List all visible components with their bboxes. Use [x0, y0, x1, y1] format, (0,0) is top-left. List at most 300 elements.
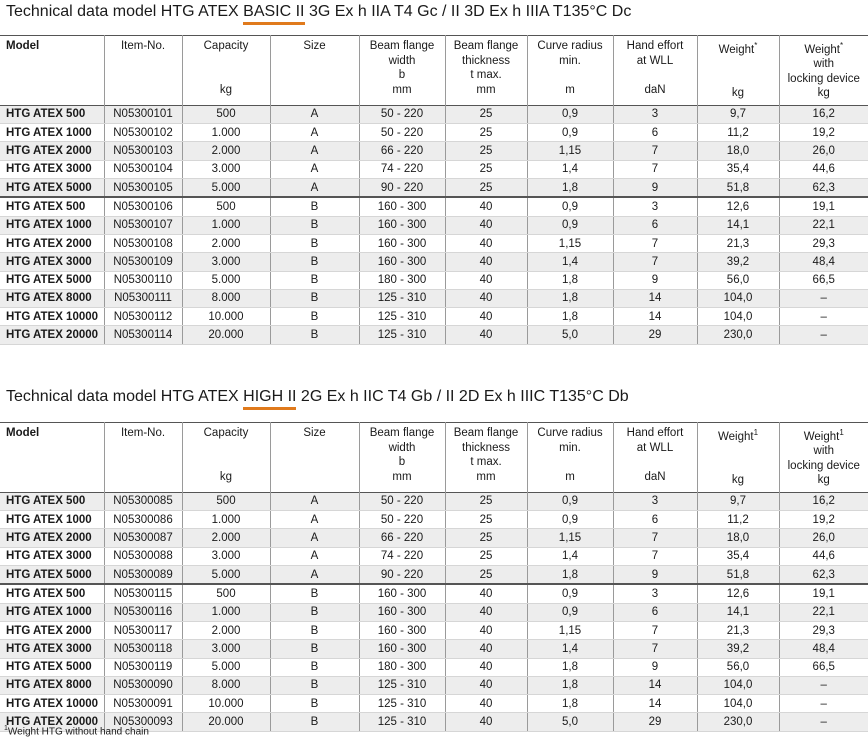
table-row [0, 584, 868, 603]
section2-header-row [0, 423, 868, 493]
cell-beam-thickness: 40 [445, 326, 527, 344]
cell-weight: 104,0 [697, 308, 779, 326]
cell-weight-locking: 62,3 [779, 566, 868, 585]
table-row [0, 289, 868, 307]
cell-item-no: N05300104 [104, 160, 182, 178]
cell-size: A [270, 105, 359, 123]
cell-curve-radius: 0,9 [527, 492, 613, 510]
cell-weight: 56,0 [697, 271, 779, 289]
cell-weight: 21,3 [697, 234, 779, 252]
cell-hand-effort: 6 [613, 603, 697, 621]
cell-curve-radius: 1,15 [527, 234, 613, 252]
cell-size: A [270, 124, 359, 142]
cell-size: A [270, 142, 359, 160]
cell-beam-thickness: 40 [445, 253, 527, 271]
cell-item-no: N05300108 [104, 234, 182, 252]
section1-table [0, 35, 868, 345]
cell-capacity: 500 [182, 584, 270, 603]
cell-weight: 18,0 [697, 142, 779, 160]
cell-model: HTG ATEX 2000 [0, 529, 104, 547]
cell-capacity: 3.000 [182, 253, 270, 271]
col-size-header: Size [270, 423, 359, 493]
cell-weight: 18,0 [697, 529, 779, 547]
table-row [0, 142, 868, 160]
col-beam-thickness-header: Beam flange thickness t max. mm [445, 423, 527, 493]
cell-curve-radius: 1,15 [527, 621, 613, 639]
cell-size: B [270, 271, 359, 289]
cell-size: B [270, 640, 359, 658]
table-row [0, 547, 868, 565]
cell-beam-thickness: 25 [445, 142, 527, 160]
cell-item-no: N05300088 [104, 547, 182, 565]
cell-model: HTG ATEX 1000 [0, 603, 104, 621]
table-row [0, 179, 868, 198]
cell-hand-effort: 29 [613, 326, 697, 344]
cell-weight: 230,0 [697, 326, 779, 344]
col-item-no-header: Item-No. [104, 36, 182, 106]
cell-weight-locking: 19,2 [779, 124, 868, 142]
cell-weight-locking: 19,2 [779, 511, 868, 529]
cell-model: HTG ATEX 3000 [0, 160, 104, 178]
cell-weight-locking: 62,3 [779, 179, 868, 198]
col-model-header: Model [0, 36, 104, 106]
cell-capacity: 500 [182, 197, 270, 216]
cell-model: HTG ATEX 8000 [0, 676, 104, 694]
cell-beam-width: 50 - 220 [359, 492, 445, 510]
cell-beam-width: 50 - 220 [359, 105, 445, 123]
table-row [0, 197, 868, 216]
cell-beam-width: 160 - 300 [359, 216, 445, 234]
cell-beam-thickness: 25 [445, 547, 527, 565]
cell-weight-locking: – [779, 326, 868, 344]
cell-weight-locking: 66,5 [779, 271, 868, 289]
col-hand-effort-header: Hand effort at WLL daN [613, 423, 697, 493]
cell-weight-locking: 29,3 [779, 234, 868, 252]
cell-curve-radius: 1,15 [527, 529, 613, 547]
table-row [0, 308, 868, 326]
cell-weight: 9,7 [697, 105, 779, 123]
table-row [0, 511, 868, 529]
cell-model: HTG ATEX 5000 [0, 658, 104, 676]
table-row [0, 695, 868, 713]
cell-weight: 12,6 [697, 197, 779, 216]
section2-table [0, 422, 868, 732]
col-beam-width-header: Beam flange width b mm [359, 423, 445, 493]
col-item-no-header: Item-No. [104, 423, 182, 493]
cell-size: B [270, 253, 359, 271]
cell-capacity: 500 [182, 105, 270, 123]
cell-beam-thickness: 25 [445, 105, 527, 123]
cell-curve-radius: 0,9 [527, 603, 613, 621]
cell-weight: 104,0 [697, 676, 779, 694]
table-row [0, 676, 868, 694]
cell-model: HTG ATEX 2000 [0, 142, 104, 160]
cell-item-no: N05300089 [104, 566, 182, 585]
cell-weight-locking: – [779, 308, 868, 326]
cell-capacity: 10.000 [182, 695, 270, 713]
cell-item-no: N05300112 [104, 308, 182, 326]
cell-model: HTG ATEX 1000 [0, 124, 104, 142]
cell-beam-thickness: 25 [445, 179, 527, 198]
cell-beam-thickness: 40 [445, 216, 527, 234]
cell-capacity: 1.000 [182, 216, 270, 234]
cell-curve-radius: 1,8 [527, 676, 613, 694]
cell-capacity: 3.000 [182, 160, 270, 178]
cell-size: B [270, 658, 359, 676]
cell-weight: 39,2 [697, 640, 779, 658]
cell-capacity: 2.000 [182, 621, 270, 639]
cell-beam-width: 74 - 220 [359, 160, 445, 178]
cell-size: B [270, 713, 359, 731]
cell-curve-radius: 1,8 [527, 289, 613, 307]
cell-curve-radius: 1,4 [527, 640, 613, 658]
cell-beam-width: 160 - 300 [359, 234, 445, 252]
cell-capacity: 5.000 [182, 658, 270, 676]
cell-beam-thickness: 25 [445, 492, 527, 510]
section1-title-highlight: BASIC II [243, 3, 305, 20]
cell-item-no: N05300086 [104, 511, 182, 529]
table-row [0, 124, 868, 142]
cell-hand-effort: 9 [613, 271, 697, 289]
cell-hand-effort: 7 [613, 142, 697, 160]
cell-size: B [270, 216, 359, 234]
cell-weight-locking: 26,0 [779, 529, 868, 547]
cell-hand-effort: 14 [613, 676, 697, 694]
cell-model: HTG ATEX 10000 [0, 308, 104, 326]
cell-capacity: 5.000 [182, 179, 270, 198]
cell-capacity: 8.000 [182, 676, 270, 694]
cell-curve-radius: 0,9 [527, 511, 613, 529]
cell-weight: 104,0 [697, 695, 779, 713]
cell-weight-locking: – [779, 695, 868, 713]
cell-beam-width: 66 - 220 [359, 142, 445, 160]
cell-size: B [270, 584, 359, 603]
cell-beam-thickness: 40 [445, 658, 527, 676]
col-hand-effort-header: Hand effort at WLL daN [613, 36, 697, 106]
cell-beam-thickness: 40 [445, 584, 527, 603]
col-weight-header: Weight$^1$ kg [697, 423, 779, 493]
cell-capacity: 1.000 [182, 124, 270, 142]
cell-capacity: 500 [182, 492, 270, 510]
cell-weight: 21,3 [697, 621, 779, 639]
cell-curve-radius: 0,9 [527, 584, 613, 603]
cell-beam-thickness: 40 [445, 603, 527, 621]
cell-item-no: N05300109 [104, 253, 182, 271]
cell-curve-radius: 1,4 [527, 253, 613, 271]
cell-model: HTG ATEX 20000 [0, 713, 104, 731]
cell-model: HTG ATEX 3000 [0, 253, 104, 271]
cell-model: HTG ATEX 3000 [0, 640, 104, 658]
cell-hand-effort: 3 [613, 492, 697, 510]
cell-hand-effort: 14 [613, 695, 697, 713]
cell-beam-width: 160 - 300 [359, 584, 445, 603]
cell-beam-thickness: 40 [445, 197, 527, 216]
cell-hand-effort: 7 [613, 529, 697, 547]
cell-hand-effort: 6 [613, 124, 697, 142]
cell-beam-width: 66 - 220 [359, 529, 445, 547]
col-beam-thickness-header: Beam flange thickness t max. mm [445, 36, 527, 106]
section2-title-highlight: HIGH II [243, 388, 297, 405]
cell-item-no: N05300110 [104, 271, 182, 289]
col-size-header: Size [270, 36, 359, 106]
cell-curve-radius: 1,15 [527, 142, 613, 160]
cell-size: A [270, 179, 359, 198]
cell-weight: 104,0 [697, 289, 779, 307]
cell-size: B [270, 621, 359, 639]
cell-model: HTG ATEX 500 [0, 105, 104, 123]
cell-curve-radius: 1,8 [527, 658, 613, 676]
cell-size: B [270, 308, 359, 326]
table-row [0, 160, 868, 178]
table-row [0, 105, 868, 123]
cell-curve-radius: 0,9 [527, 216, 613, 234]
cell-beam-thickness: 40 [445, 695, 527, 713]
cell-model: HTG ATEX 5000 [0, 566, 104, 585]
cell-size: B [270, 289, 359, 307]
footnote: $^1$Weight HTG without hand chain [4, 725, 149, 738]
cell-item-no: N05300111 [104, 289, 182, 307]
cell-item-no: N05300090 [104, 676, 182, 694]
cell-beam-thickness: 40 [445, 621, 527, 639]
cell-beam-width: 125 - 310 [359, 713, 445, 731]
cell-weight: 39,2 [697, 253, 779, 271]
cell-beam-width: 180 - 300 [359, 658, 445, 676]
cell-beam-width: 160 - 300 [359, 197, 445, 216]
section2-title: Technical data model HTG ATEX HIGH II 2G Ex h IIC T4 Gb / II 2D Ex h IIIC T135°C Db [6, 388, 629, 405]
cell-weight-locking: 26,0 [779, 142, 868, 160]
table-row [0, 492, 868, 510]
cell-hand-effort: 3 [613, 197, 697, 216]
table-row [0, 216, 868, 234]
cell-beam-width: 50 - 220 [359, 511, 445, 529]
cell-beam-width: 90 - 220 [359, 179, 445, 198]
cell-hand-effort: 3 [613, 584, 697, 603]
cell-beam-width: 90 - 220 [359, 566, 445, 585]
cell-beam-thickness: 25 [445, 124, 527, 142]
cell-model: HTG ATEX 2000 [0, 234, 104, 252]
cell-model: HTG ATEX 20000 [0, 326, 104, 344]
cell-beam-width: 125 - 310 [359, 289, 445, 307]
col-curve-radius-header: Curve radius min. m [527, 423, 613, 493]
section1-header-row [0, 36, 868, 106]
table-row [0, 658, 868, 676]
cell-weight: 35,4 [697, 547, 779, 565]
cell-hand-effort: 7 [613, 253, 697, 271]
cell-beam-width: 125 - 310 [359, 695, 445, 713]
cell-capacity: 2.000 [182, 234, 270, 252]
cell-hand-effort: 6 [613, 216, 697, 234]
cell-curve-radius: 1,8 [527, 308, 613, 326]
table-row [0, 621, 868, 639]
cell-curve-radius: 0,9 [527, 124, 613, 142]
cell-weight: 9,7 [697, 492, 779, 510]
cell-hand-effort: 29 [613, 713, 697, 731]
cell-model: HTG ATEX 10000 [0, 695, 104, 713]
cell-capacity: 8.000 [182, 289, 270, 307]
cell-hand-effort: 14 [613, 308, 697, 326]
col-capacity-header: Capacity kg [182, 36, 270, 106]
cell-weight: 51,8 [697, 179, 779, 198]
table-row [0, 603, 868, 621]
cell-beam-thickness: 40 [445, 640, 527, 658]
cell-curve-radius: 5,0 [527, 713, 613, 731]
cell-weight-locking: 16,2 [779, 105, 868, 123]
cell-curve-radius: 1,8 [527, 566, 613, 585]
col-weight-header: Weight* kg [697, 36, 779, 106]
cell-weight: 14,1 [697, 603, 779, 621]
cell-model: HTG ATEX 1000 [0, 216, 104, 234]
cell-model: HTG ATEX 1000 [0, 511, 104, 529]
cell-beam-thickness: 40 [445, 271, 527, 289]
cell-item-no: N05300105 [104, 179, 182, 198]
cell-curve-radius: 1,4 [527, 547, 613, 565]
cell-weight-locking: 16,2 [779, 492, 868, 510]
cell-capacity: 1.000 [182, 511, 270, 529]
cell-weight: 51,8 [697, 566, 779, 585]
cell-item-no: N05300107 [104, 216, 182, 234]
cell-capacity: 2.000 [182, 142, 270, 160]
table-row [0, 234, 868, 252]
cell-hand-effort: 9 [613, 658, 697, 676]
cell-size: B [270, 695, 359, 713]
cell-item-no: N05300103 [104, 142, 182, 160]
cell-beam-thickness: 40 [445, 308, 527, 326]
cell-weight-locking: – [779, 676, 868, 694]
cell-beam-thickness: 40 [445, 713, 527, 731]
table-row [0, 566, 868, 585]
cell-model: HTG ATEX 500 [0, 492, 104, 510]
col-weight-lock-header: Weight$^1$ with locking device kg [779, 423, 868, 493]
cell-beam-thickness: 40 [445, 289, 527, 307]
cell-beam-width: 160 - 300 [359, 253, 445, 271]
cell-beam-width: 160 - 300 [359, 621, 445, 639]
cell-curve-radius: 0,9 [527, 197, 613, 216]
cell-curve-radius: 0,9 [527, 105, 613, 123]
cell-model: HTG ATEX 3000 [0, 547, 104, 565]
cell-model: HTG ATEX 5000 [0, 271, 104, 289]
cell-model: HTG ATEX 500 [0, 197, 104, 216]
cell-weight-locking: 19,1 [779, 584, 868, 603]
cell-capacity: 5.000 [182, 271, 270, 289]
cell-beam-width: 50 - 220 [359, 124, 445, 142]
col-beam-width-header: Beam flange width b mm [359, 36, 445, 106]
cell-curve-radius: 1,8 [527, 271, 613, 289]
table-row [0, 253, 868, 271]
cell-beam-width: 180 - 300 [359, 271, 445, 289]
cell-beam-thickness: 40 [445, 234, 527, 252]
cell-size: A [270, 511, 359, 529]
cell-weight-locking: – [779, 713, 868, 731]
cell-item-no: N05300085 [104, 492, 182, 510]
table-row [0, 529, 868, 547]
cell-hand-effort: 7 [613, 547, 697, 565]
cell-item-no: N05300087 [104, 529, 182, 547]
cell-item-no: N05300093 [104, 713, 182, 731]
cell-weight-locking: 44,6 [779, 160, 868, 178]
cell-item-no: N05300116 [104, 603, 182, 621]
cell-item-no: N05300119 [104, 658, 182, 676]
cell-item-no: N05300106 [104, 197, 182, 216]
cell-weight-locking: 29,3 [779, 621, 868, 639]
cell-size: B [270, 676, 359, 694]
cell-curve-radius: 1,8 [527, 695, 613, 713]
cell-hand-effort: 6 [613, 511, 697, 529]
cell-hand-effort: 7 [613, 621, 697, 639]
cell-item-no: N05300114 [104, 326, 182, 344]
cell-weight-locking: 66,5 [779, 658, 868, 676]
cell-size: A [270, 547, 359, 565]
cell-beam-width: 125 - 310 [359, 326, 445, 344]
cell-beam-width: 160 - 300 [359, 640, 445, 658]
table-row [0, 271, 868, 289]
cell-weight: 12,6 [697, 584, 779, 603]
cell-model: HTG ATEX 5000 [0, 179, 104, 198]
cell-capacity: 5.000 [182, 566, 270, 585]
cell-weight: 230,0 [697, 713, 779, 731]
cell-size: A [270, 566, 359, 585]
cell-weight-locking: 44,6 [779, 547, 868, 565]
col-weight-lock-header: Weight* with locking device kg [779, 36, 868, 106]
cell-curve-radius: 1,4 [527, 160, 613, 178]
cell-beam-thickness: 25 [445, 511, 527, 529]
cell-curve-radius: 1,8 [527, 179, 613, 198]
col-model-header: Model [0, 423, 104, 493]
cell-beam-thickness: 25 [445, 160, 527, 178]
cell-size: A [270, 160, 359, 178]
cell-weight-locking: 19,1 [779, 197, 868, 216]
cell-hand-effort: 7 [613, 234, 697, 252]
cell-weight: 35,4 [697, 160, 779, 178]
cell-capacity: 20.000 [182, 713, 270, 731]
col-capacity-header: Capacity kg [182, 423, 270, 493]
cell-hand-effort: 14 [613, 289, 697, 307]
cell-size: B [270, 326, 359, 344]
cell-item-no: N05300101 [104, 105, 182, 123]
cell-weight-locking: 48,4 [779, 253, 868, 271]
cell-beam-width: 74 - 220 [359, 547, 445, 565]
cell-item-no: N05300118 [104, 640, 182, 658]
cell-beam-thickness: 40 [445, 676, 527, 694]
cell-curve-radius: 5,0 [527, 326, 613, 344]
cell-hand-effort: 7 [613, 640, 697, 658]
table-row [0, 640, 868, 658]
cell-weight: 11,2 [697, 124, 779, 142]
cell-item-no: N05300102 [104, 124, 182, 142]
cell-weight-locking: 22,1 [779, 216, 868, 234]
cell-hand-effort: 9 [613, 179, 697, 198]
col-curve-radius-header: Curve radius min. m [527, 36, 613, 106]
cell-capacity: 3.000 [182, 640, 270, 658]
cell-model: HTG ATEX 500 [0, 584, 104, 603]
cell-hand-effort: 3 [613, 105, 697, 123]
cell-model: HTG ATEX 8000 [0, 289, 104, 307]
cell-model: HTG ATEX 2000 [0, 621, 104, 639]
cell-capacity: 20.000 [182, 326, 270, 344]
cell-weight-locking: 22,1 [779, 603, 868, 621]
section1-title: Technical data model HTG ATEX BASIC II 3G Ex h IIA T4 Gc / II 3D Ex h IIIA T135°C Dc [6, 3, 632, 20]
cell-size: B [270, 603, 359, 621]
cell-size: A [270, 492, 359, 510]
cell-size: B [270, 197, 359, 216]
cell-weight-locking: – [779, 289, 868, 307]
cell-item-no: N05300115 [104, 584, 182, 603]
cell-capacity: 1.000 [182, 603, 270, 621]
cell-capacity: 2.000 [182, 529, 270, 547]
cell-weight-locking: 48,4 [779, 640, 868, 658]
cell-beam-thickness: 25 [445, 529, 527, 547]
cell-size: B [270, 234, 359, 252]
cell-beam-width: 160 - 300 [359, 603, 445, 621]
